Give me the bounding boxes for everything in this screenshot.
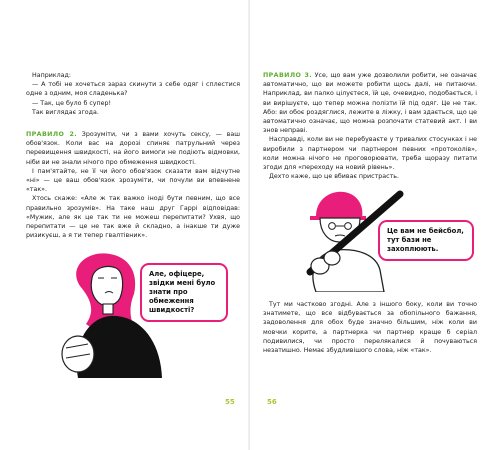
rule-3-paragraph [263, 71, 477, 135]
speech-bubble-officer: Але, офіцере, звідки мені було знати про обмеження швидкості? [140, 263, 228, 322]
rule-3-label: ПРАВИЛО 3. [263, 72, 313, 79]
rule-2-text: Зрозуміти, чи з вами хочуть сексу, — ваш обов'язок. Коли вас на дорозі спиняє патрульний через перевищення швидкості, на його вимоги не подіють відмовки, ніби ви не знали нічого про обмеження швидкості. [26, 131, 240, 166]
paragraph: Дехто каже, що це вбиває пристрасть. [269, 173, 399, 181]
paragraph: — А тобі не хочеться зараз скинути з себе одяг і сплестися одне з одним, моя сладенька? [26, 81, 240, 98]
paragraph: Наприклад: [32, 72, 71, 79]
speech-bubble-baseball: Це вам не бейсбол, тут бази не захоплюють. [378, 220, 474, 261]
left-text-top [26, 71, 240, 117]
paragraph: Тут ми частково згодні. Але з іншого боку, коли ви точно знатимете, що все відбувається за обопільного бажання, задоволення для обох буде значно більшим, ніж коли ви мовчки корите, а партнерка чи партнер краще б серіал подивилися, чи просто перелякалися й почуваються незатишно. Немає збудливішого слова, ніж «так». [263, 301, 477, 355]
right-text-bottom [263, 300, 477, 355]
rule-2-label: ПРАВИЛО 2. [26, 131, 78, 138]
paragraph: Насправді, коли ви не перебуваєте у тривалих стосунках і не виробили з партнером чи партнером певних «протоколів», коли можна нічого не проговорювати, треба щоразу питати згоди для «переходу на новий рівень». [263, 136, 477, 172]
left-text-main [26, 130, 240, 240]
right-page [250, 0, 500, 450]
page-number-right: 56 [267, 398, 277, 406]
paragraph: І пам'ятайте, не її чи його обов'язок сказати вам відчутне «ні» — це ваш обов'язок зрозуміти, чи почули ви впевнене «так». [26, 167, 240, 194]
rule-3-text: Усе, що вам уже дозволили робити, не означає автоматично, що ви можете робити щось далі, не питаючи. Наприклад, ви палко цілуєтеся, їй це, очевидно, подобається, і ви вирішуєте, що тепер можна полізти їй під одяг. Це не так. Або: ви обоє роздяглися, лежите в ліжку, і вам здається, що це автоматично означає, що можна розпочати статевий акт. І ви знов неправі. [263, 72, 477, 135]
paragraph: Хтось скаже: «Але ж так важко іноді бути певним, що все правильно зрозумів». На таке наш друг Гаррі відповідав: «Мужик, але як це так ти не можеш перепитати? Ухвя, що перепитати — це не так вже й складно, а інакше ти дуже ризикуєш, а я ти тепер гвалтівник». [26, 195, 240, 240]
right-text-top [263, 71, 477, 181]
rule-2-paragraph [26, 130, 240, 167]
paragraph: Так виглядає згода. [32, 108, 99, 116]
paragraph: — Так, це було б супер! [32, 99, 112, 107]
page-number-left: 55 [225, 398, 235, 406]
